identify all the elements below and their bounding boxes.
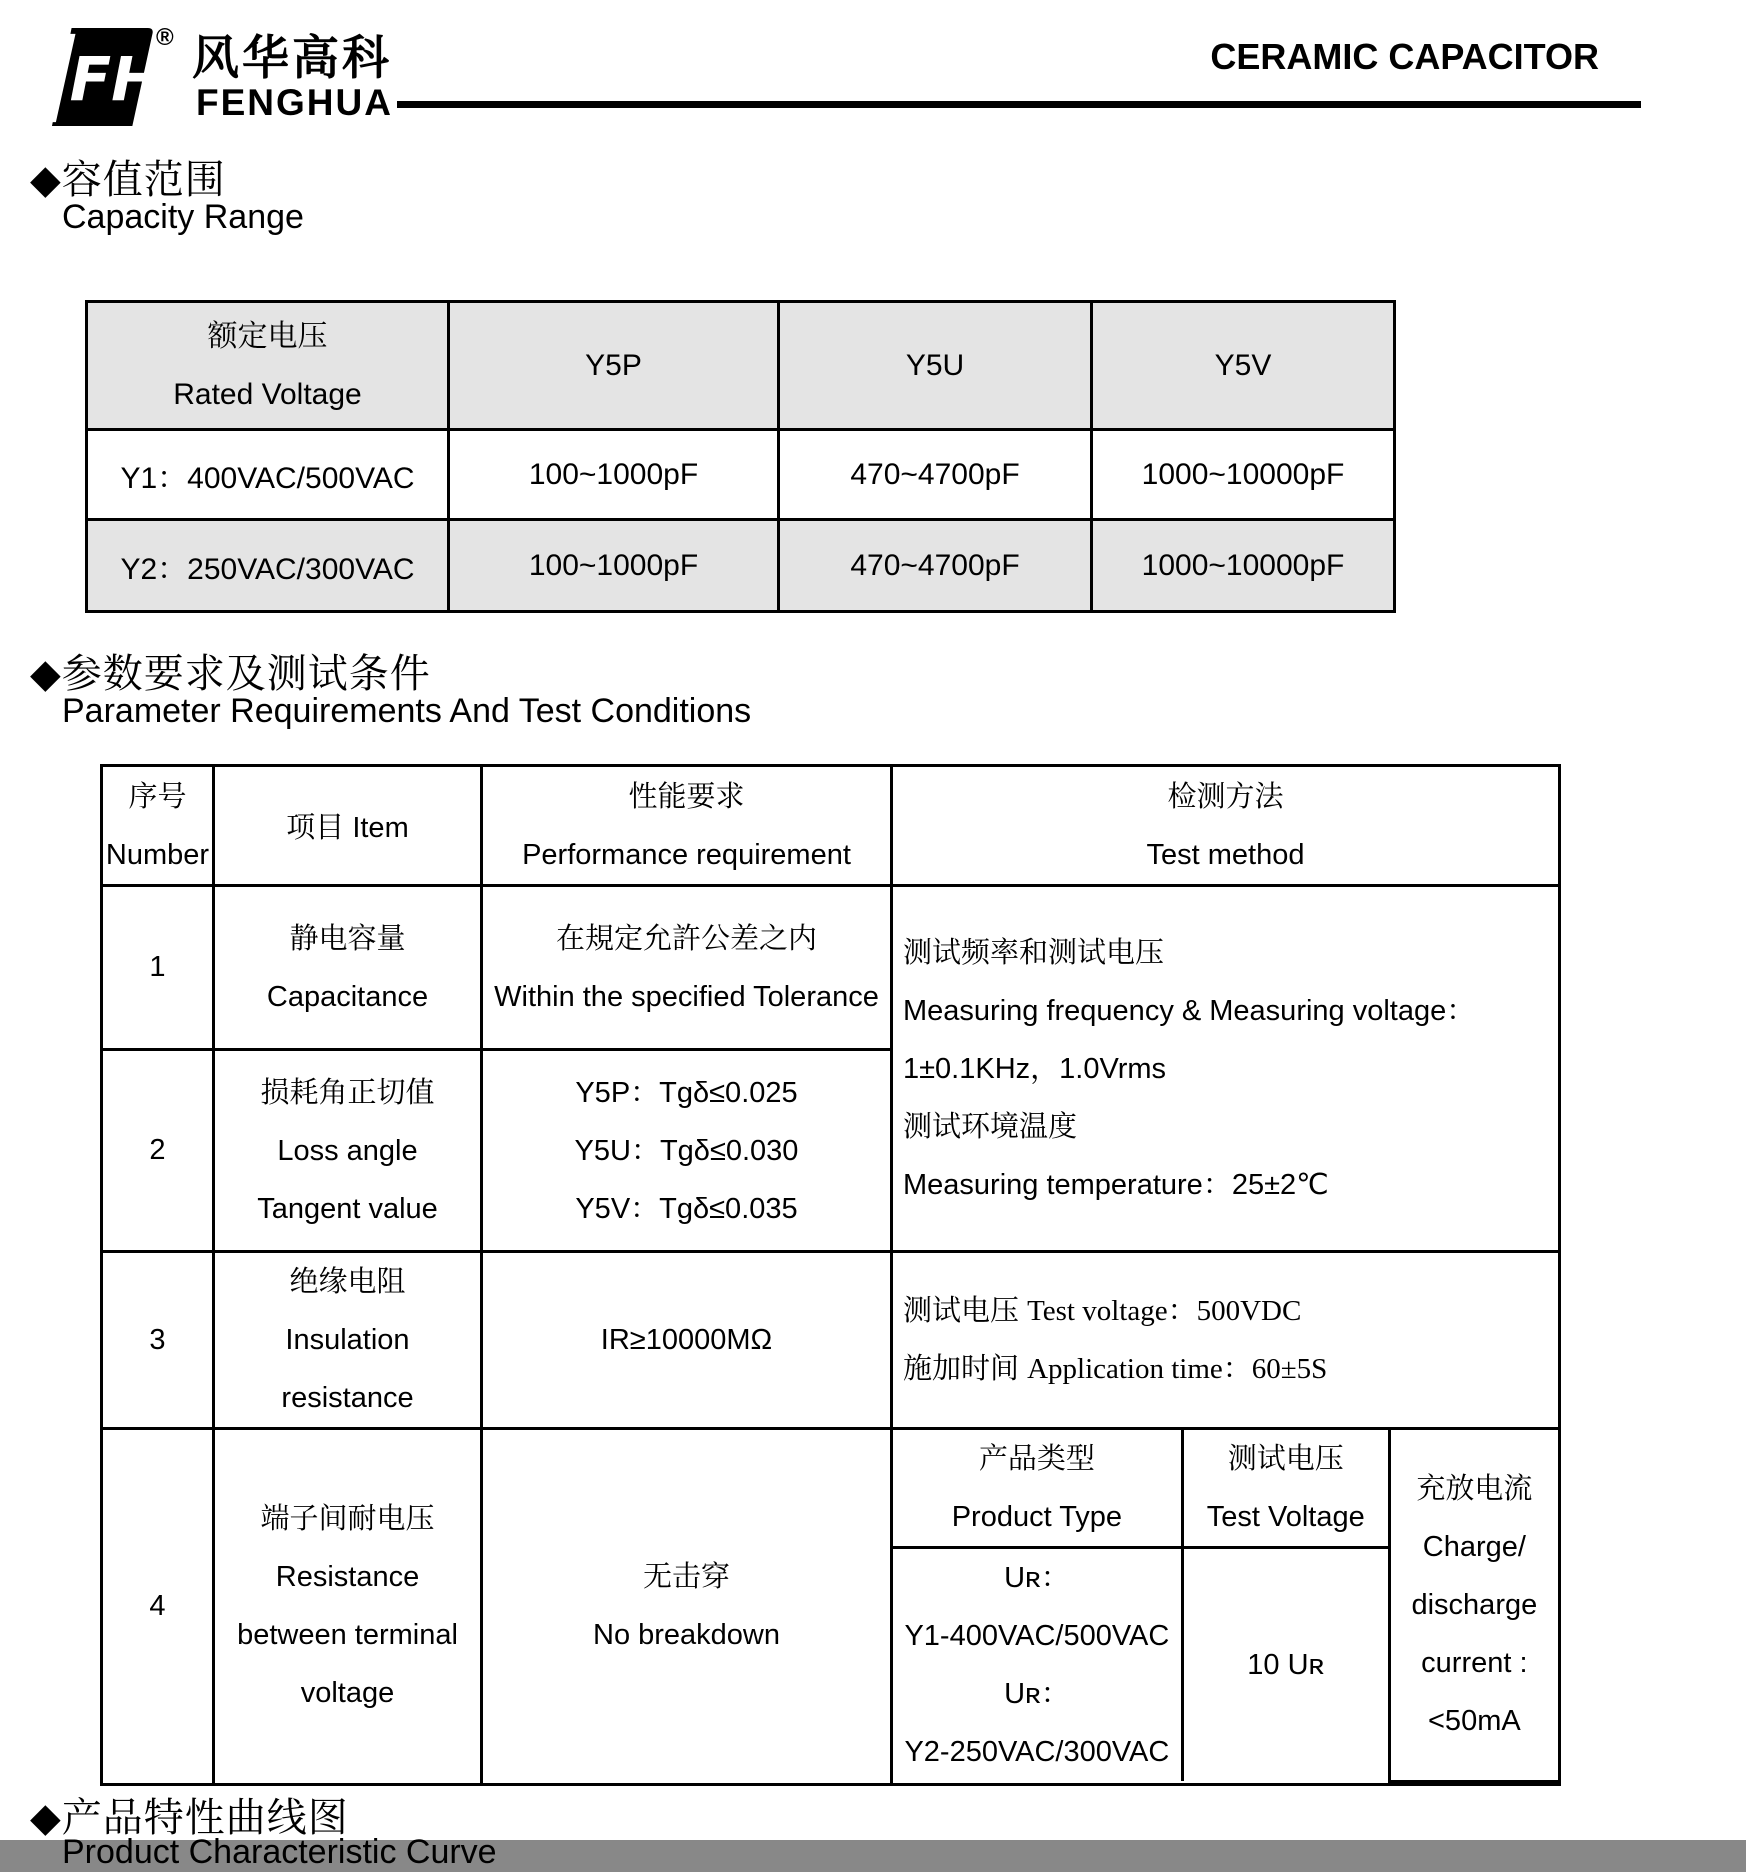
product-type-zh: 产品类型: [978, 1443, 1095, 1475]
row3-method-time: [903, 1340, 1558, 1398]
param-header-number: [102, 766, 214, 886]
row1-perf-en: Within the specified Tolerance: [494, 980, 879, 1013]
capacity-header-y5v: Y5V: [1092, 302, 1395, 430]
row1-perf-zh: 在規定允許公差之内: [555, 922, 817, 955]
y1-y5v-range: 1000~10000pF: [1092, 430, 1395, 520]
row4-item: [214, 1429, 482, 1785]
y2-y5p-range: 100~1000pF: [449, 520, 779, 612]
logo-text-en: FENGHUA: [196, 82, 393, 123]
charge-discharge-en3: current :: [1421, 1646, 1528, 1679]
rated-voltage-zh: 额定电压: [207, 319, 328, 353]
capacity-header-rated-voltage: [87, 302, 449, 430]
row3-item-en2: resistance: [281, 1382, 414, 1414]
section-capacity-title-en: Capacity Range: [62, 198, 304, 236]
row3-method-time-zh: 施加时间: [903, 1353, 1028, 1385]
rows12-test-method: [892, 886, 1560, 1252]
row1-item-en: Capacitance: [266, 980, 429, 1013]
row2-item-en1: Loss angle: [277, 1134, 418, 1167]
capacity-header-y5u: Y5U: [779, 302, 1092, 430]
row3-test-method: [892, 1252, 1560, 1429]
nested-header-product-type: [893, 1430, 1182, 1548]
nested-test-voltage-value: 10 Uʀ: [1182, 1548, 1389, 1782]
row1-number: 1: [102, 886, 214, 1050]
row4-item-zh: 端子间耐电压: [260, 1503, 435, 1536]
param-row-capacitance: [102, 886, 1560, 1050]
y2-y5v-range: 1000~10000pF: [1092, 520, 1395, 612]
row1-item-zh: 静电容量: [289, 922, 406, 955]
nested-charge-discharge-cell: [1389, 1430, 1558, 1781]
param-row-insulation: [102, 1252, 1560, 1429]
method-temperature-en: Measuring temperature：25±2℃: [903, 1168, 1329, 1201]
row1-performance: [482, 886, 892, 1050]
row4-test-method: [892, 1429, 1560, 1785]
charge-discharge-zh: 充放电流: [1416, 1472, 1533, 1505]
logo-text-zh: 风华高科: [192, 31, 392, 84]
capacity-range-table: [85, 300, 1396, 613]
row3-item: [214, 1252, 482, 1429]
row2-item: [214, 1050, 482, 1252]
row4-item-en1: Resistance: [275, 1561, 420, 1594]
ur-label-1: Uʀ：: [1004, 1562, 1070, 1594]
y1-rated-value: Y1-400VAC/500VAC: [904, 1620, 1170, 1652]
charge-discharge-en2: discharge: [1411, 1588, 1538, 1621]
row4-perf-zh: 无击穿: [642, 1561, 730, 1594]
param-header-row: [102, 766, 1560, 886]
capacity-header-y5p: Y5P: [449, 302, 779, 430]
rated-voltage-en: Rated Voltage: [173, 377, 362, 411]
nested-header-row: [893, 1430, 1558, 1548]
header-divider-rule: [397, 101, 1641, 108]
terminal-voltage-test-table: [893, 1430, 1558, 1783]
y1-y5p-range: 100~1000pF: [449, 430, 779, 520]
performance-header-zh: 性能要求: [628, 780, 745, 813]
row3-method-voltage-zh: 测试电压: [903, 1295, 1028, 1327]
test-voltage-zh: 测试电压: [1227, 1443, 1344, 1475]
method-header-zh: 检测方法: [1167, 780, 1284, 813]
row3-method-voltage: [903, 1282, 1558, 1340]
row2-perf-y5v: Y5V：Tgδ≤0.035: [575, 1192, 798, 1225]
method-freq-voltage-zh: 测试频率和测试电压: [903, 936, 1165, 969]
product-type-en: Product Type: [951, 1501, 1123, 1533]
number-header-en: Number: [105, 838, 210, 871]
row2-item-en2: Tangent value: [257, 1192, 438, 1225]
capacity-row-y2: [87, 520, 1395, 612]
row1-item: [214, 886, 482, 1050]
row3-item-zh: 绝缘电阻: [289, 1266, 406, 1298]
parameter-requirements-table: [100, 764, 1561, 1786]
charge-discharge-en1: Charge/: [1422, 1530, 1526, 1563]
row2-performance: [482, 1050, 892, 1252]
param-header-method: [892, 766, 1560, 886]
page-title: CERAMIC CAPACITOR: [1210, 36, 1599, 77]
y1-voltage-label: Y1：400VAC/500VAC: [87, 430, 449, 520]
section-curves-title-zh: ◆产品特性曲线图: [30, 1796, 349, 1840]
method-freq-voltage-en: Measuring frequency & Measuring voltage：: [903, 994, 1476, 1027]
param-header-item: 项目 Item: [214, 766, 482, 886]
row2-item-zh: 损耗角正切值: [260, 1076, 435, 1109]
svg-text:FH: FH: [69, 45, 162, 116]
section-capacity-title-zh: ◆容值范围: [30, 158, 226, 202]
y1-y5u-range: 470~4700pF: [779, 430, 1092, 520]
method-header-en: Test method: [1146, 838, 1305, 871]
y2-voltage-label: Y2：250VAC/300VAC: [87, 520, 449, 612]
nested-header-test-voltage: [1182, 1430, 1389, 1548]
method-temperature-zh: 测试环境温度: [903, 1110, 1078, 1143]
capacity-header-row: [87, 302, 1395, 430]
row4-performance: [482, 1429, 892, 1785]
section-parameters-title-zh: ◆参数要求及测试条件: [30, 652, 431, 696]
row2-number: 2: [102, 1050, 214, 1252]
row2-perf-y5u: Y5U：Tgδ≤0.030: [574, 1134, 799, 1167]
number-header-zh: 序号: [128, 780, 187, 813]
row4-item-en2: between terminal: [237, 1619, 458, 1652]
fenghua-logo-icon: [46, 28, 162, 126]
row4-perf-en: No breakdown: [593, 1619, 780, 1652]
row3-method-time-en: Application time：60±5S: [1027, 1353, 1328, 1385]
nested-product-type-values: [893, 1548, 1182, 1782]
row3-performance: IR≥10000MΩ: [482, 1252, 892, 1429]
y2-y5u-range: 470~4700pF: [779, 520, 1092, 612]
performance-header-en: Performance requirement: [522, 838, 851, 871]
row3-method-voltage-en: Test voltage：500VDC: [1027, 1295, 1302, 1327]
registered-trademark-mark: ®: [156, 24, 174, 51]
row3-number: 3: [102, 1252, 214, 1429]
row3-item-en1: Insulation: [285, 1324, 410, 1356]
ur-label-2: Uʀ：: [1004, 1678, 1070, 1710]
section-parameters-title-en: Parameter Requirements And Test Conditions: [62, 692, 752, 730]
capacity-row-y1: [87, 430, 1395, 520]
row2-perf-y5p: Y5P：Tgδ≤0.025: [575, 1076, 798, 1109]
param-row-terminal-voltage: [102, 1429, 1560, 1785]
test-voltage-en: Test Voltage: [1206, 1501, 1365, 1533]
charge-discharge-limit: <50mA: [1428, 1704, 1521, 1737]
row4-number: 4: [102, 1429, 214, 1785]
y2-rated-value: Y2-250VAC/300VAC: [904, 1736, 1170, 1768]
param-header-performance: [482, 766, 892, 886]
method-freq-voltage-value: 1±0.1KHz，1.0Vrms: [903, 1052, 1167, 1085]
section-curves-title-en: Product Characteristic Curve: [62, 1833, 497, 1871]
row4-item-en3: voltage: [300, 1677, 395, 1710]
